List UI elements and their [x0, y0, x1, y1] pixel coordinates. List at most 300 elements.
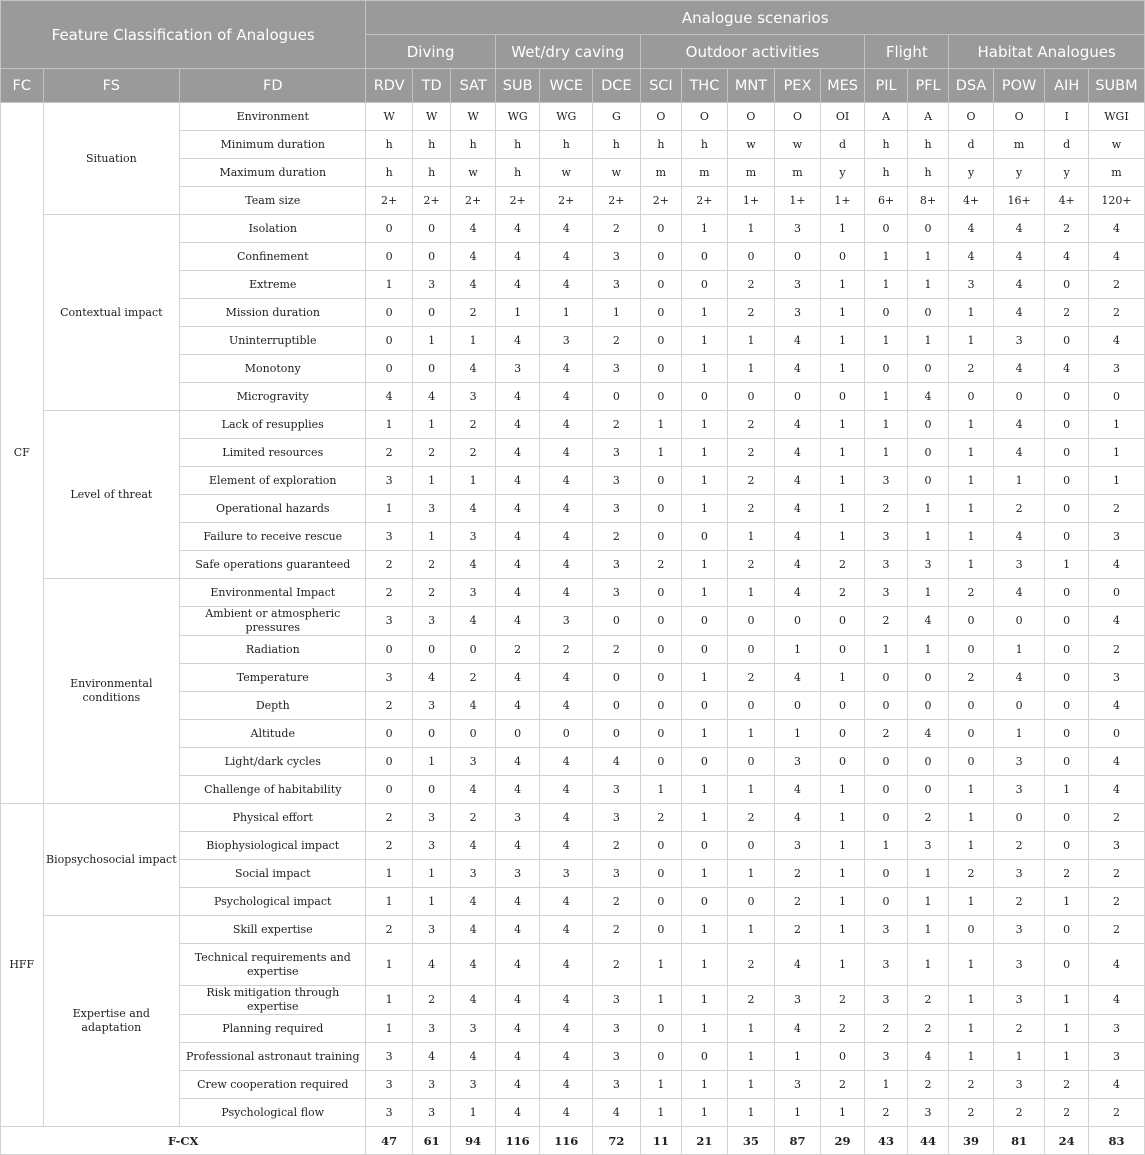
score-cell: 3 — [865, 986, 908, 1015]
score-cell: 3 — [593, 495, 641, 523]
score-cell: 4 — [540, 495, 593, 523]
score-cell: 2 — [1045, 299, 1089, 327]
score-cell: G — [593, 103, 641, 131]
score-cell: 2 — [907, 986, 948, 1015]
score-cell: 0 — [640, 579, 681, 607]
score-cell: 1 — [682, 986, 728, 1015]
total-value: 24 — [1045, 1127, 1089, 1155]
score-cell: 0 — [820, 636, 865, 664]
score-cell: 4 — [495, 607, 540, 636]
score-cell: 2 — [949, 1099, 994, 1127]
feature-category: CF — [1, 103, 44, 804]
score-cell: 4 — [993, 299, 1045, 327]
score-cell: 1 — [727, 1015, 775, 1043]
score-cell: 3 — [412, 804, 450, 832]
score-cell: 2 — [640, 804, 681, 832]
score-cell: 1 — [412, 327, 450, 355]
score-cell: 3 — [775, 832, 821, 860]
score-cell: 4 — [993, 271, 1045, 299]
score-cell: 1 — [640, 439, 681, 467]
feature-descriptor: Lack of resupplies — [180, 411, 366, 439]
score-cell: 0 — [640, 692, 681, 720]
score-cell: 4 — [451, 986, 496, 1015]
score-cell: 2 — [1045, 860, 1089, 888]
score-cell: 3 — [451, 383, 496, 411]
score-cell: 1 — [949, 804, 994, 832]
score-cell: 0 — [640, 832, 681, 860]
score-cell: 2 — [412, 439, 450, 467]
score-cell: 0 — [907, 467, 948, 495]
score-cell: 0 — [1045, 439, 1089, 467]
score-cell: 2+ — [540, 187, 593, 215]
score-cell: 2 — [593, 916, 641, 944]
total-value: 35 — [727, 1127, 775, 1155]
score-cell: 1 — [775, 1099, 821, 1127]
score-cell: 0 — [640, 495, 681, 523]
score-cell: 1 — [727, 916, 775, 944]
feature-subcategory: Situation — [43, 103, 180, 215]
score-cell: 1 — [412, 860, 450, 888]
score-cell: 1 — [727, 215, 775, 243]
score-cell: 4 — [775, 523, 821, 551]
feature-descriptor: Environment — [180, 103, 366, 131]
score-cell: 2 — [727, 944, 775, 986]
score-cell: 0 — [727, 607, 775, 636]
score-cell: 4 — [949, 215, 994, 243]
score-cell: 2 — [949, 860, 994, 888]
score-cell: 0 — [593, 692, 641, 720]
score-cell: A — [865, 103, 908, 131]
score-cell: 1 — [820, 832, 865, 860]
score-cell: 1 — [949, 944, 994, 986]
score-cell: 3 — [451, 860, 496, 888]
score-cell: 2 — [451, 411, 496, 439]
score-cell: m — [640, 159, 681, 187]
feature-descriptor: Uninterruptible — [180, 327, 366, 355]
score-cell: h — [366, 159, 413, 187]
score-cell: 2 — [993, 1015, 1045, 1043]
score-cell: 3 — [593, 579, 641, 607]
score-cell: 3 — [993, 860, 1045, 888]
score-cell: 4 — [412, 383, 450, 411]
score-cell: y — [1045, 159, 1089, 187]
scenario-code-header: PFL — [907, 69, 948, 103]
score-cell: 0 — [682, 888, 728, 916]
score-cell: 0 — [593, 607, 641, 636]
score-cell: 4 — [540, 355, 593, 383]
score-cell: 4 — [495, 1015, 540, 1043]
score-cell: 0 — [865, 776, 908, 804]
score-cell: 2 — [907, 804, 948, 832]
score-cell: 1 — [451, 1099, 496, 1127]
score-cell: 3 — [865, 944, 908, 986]
score-cell: 4 — [1088, 748, 1144, 776]
score-cell: 2 — [593, 888, 641, 916]
score-cell: 1 — [949, 523, 994, 551]
score-cell: 1 — [775, 720, 821, 748]
score-cell: y — [993, 159, 1045, 187]
score-cell: 2+ — [451, 187, 496, 215]
score-cell: w — [1088, 131, 1144, 159]
score-cell: 4 — [1088, 986, 1144, 1015]
score-cell: 1 — [727, 860, 775, 888]
score-cell: 0 — [1045, 411, 1089, 439]
score-cell: h — [451, 131, 496, 159]
score-cell: 0 — [366, 776, 413, 804]
score-cell: 2 — [775, 860, 821, 888]
score-cell: 4 — [907, 720, 948, 748]
score-cell: 4 — [993, 411, 1045, 439]
score-cell: 3 — [412, 692, 450, 720]
feature-descriptor: Light/dark cycles — [180, 748, 366, 776]
score-cell: 2 — [366, 551, 413, 579]
score-cell: 3 — [993, 944, 1045, 986]
feature-descriptor: Temperature — [180, 664, 366, 692]
score-cell: 4 — [495, 215, 540, 243]
total-value: 47 — [366, 1127, 413, 1155]
scenario-code-header: TD — [412, 69, 450, 103]
score-cell: 1 — [366, 860, 413, 888]
score-cell: 1 — [820, 327, 865, 355]
scenario-code-header: WCE — [540, 69, 593, 103]
total-value: 29 — [820, 1127, 865, 1155]
score-cell: 2 — [451, 439, 496, 467]
score-cell: 0 — [412, 355, 450, 383]
score-cell: 1 — [865, 327, 908, 355]
score-cell: 0 — [865, 888, 908, 916]
score-cell: 0 — [727, 748, 775, 776]
score-cell: 3 — [865, 551, 908, 579]
score-cell: 2 — [593, 523, 641, 551]
score-cell: 4 — [495, 692, 540, 720]
score-cell: 4 — [451, 215, 496, 243]
table-row — [1, 411, 1145, 439]
score-cell: d — [1045, 131, 1089, 159]
feature-category: HFF — [1, 804, 44, 1127]
score-cell: 0 — [682, 383, 728, 411]
feature-descriptor: Limited resources — [180, 439, 366, 467]
scenario-code-header: PIL — [865, 69, 908, 103]
score-cell: 0 — [1045, 495, 1089, 523]
score-cell: 2 — [1088, 916, 1144, 944]
score-cell: 1 — [820, 411, 865, 439]
feature-descriptor: Planning required — [180, 1015, 366, 1043]
score-cell: 0 — [727, 692, 775, 720]
score-cell: 1 — [412, 411, 450, 439]
score-cell: 2 — [366, 804, 413, 832]
scenario-code-header: SUB — [495, 69, 540, 103]
score-cell: 1 — [727, 327, 775, 355]
score-cell: 0 — [640, 467, 681, 495]
score-cell: 2 — [451, 299, 496, 327]
feature-subcategory: Level of threat — [43, 411, 180, 579]
feature-descriptor: Mission duration — [180, 299, 366, 327]
score-cell: 4 — [1088, 776, 1144, 804]
score-cell: 2 — [865, 1015, 908, 1043]
score-cell: 0 — [727, 383, 775, 411]
feature-descriptor: Confinement — [180, 243, 366, 271]
table-row — [1, 103, 1145, 131]
score-cell: 1 — [682, 467, 728, 495]
score-cell: 4 — [495, 888, 540, 916]
score-cell: 1 — [682, 916, 728, 944]
score-cell: h — [495, 131, 540, 159]
score-cell: h — [412, 159, 450, 187]
feature-descriptor: Physical effort — [180, 804, 366, 832]
score-cell: 4 — [495, 832, 540, 860]
score-cell: 2 — [412, 579, 450, 607]
score-cell: 4 — [775, 944, 821, 986]
scenario-group: Wet/dry caving — [495, 35, 640, 69]
score-cell: 2 — [727, 804, 775, 832]
score-cell: 4 — [775, 551, 821, 579]
score-cell: 0 — [907, 776, 948, 804]
score-cell: W — [412, 103, 450, 131]
score-cell: 1 — [820, 439, 865, 467]
score-cell: 3 — [993, 551, 1045, 579]
score-cell: 1 — [865, 411, 908, 439]
score-cell: 4 — [540, 439, 593, 467]
score-cell: 1 — [993, 636, 1045, 664]
score-cell: 0 — [907, 439, 948, 467]
score-cell: W — [366, 103, 413, 131]
score-cell: 2+ — [682, 187, 728, 215]
score-cell: O — [775, 103, 821, 131]
score-cell: 1 — [907, 916, 948, 944]
scenario-code-header: SAT — [451, 69, 496, 103]
scenario-group: Habitat Analogues — [949, 35, 1145, 69]
score-cell: 0 — [1088, 579, 1144, 607]
score-cell: 4 — [495, 579, 540, 607]
score-cell: 3 — [593, 1015, 641, 1043]
score-cell: 1 — [907, 495, 948, 523]
score-cell: 1 — [1045, 1015, 1089, 1043]
score-cell: 0 — [1045, 607, 1089, 636]
score-cell: 0 — [1088, 720, 1144, 748]
score-cell: 0 — [640, 299, 681, 327]
score-cell: 4 — [993, 439, 1045, 467]
score-cell: h — [495, 159, 540, 187]
feature-descriptor: Social impact — [180, 860, 366, 888]
score-cell: 2 — [727, 299, 775, 327]
feature-descriptor: Professional astronaut training — [180, 1043, 366, 1071]
total-value: 72 — [593, 1127, 641, 1155]
score-cell: 0 — [865, 692, 908, 720]
total-value: 39 — [949, 1127, 994, 1155]
score-cell: 1 — [1088, 439, 1144, 467]
feature-descriptor: Radiation — [180, 636, 366, 664]
score-cell: 3 — [993, 776, 1045, 804]
score-cell: 1 — [865, 271, 908, 299]
total-value: 94 — [451, 1127, 496, 1155]
score-cell: 0 — [727, 243, 775, 271]
score-cell: 2 — [820, 579, 865, 607]
score-cell: 3 — [1088, 1043, 1144, 1071]
score-cell: 4 — [540, 748, 593, 776]
score-cell: 1 — [682, 411, 728, 439]
score-cell: 3 — [775, 748, 821, 776]
score-cell: 4 — [495, 664, 540, 692]
score-cell: 0 — [865, 664, 908, 692]
total-value: 83 — [1088, 1127, 1144, 1155]
score-cell: 4 — [775, 579, 821, 607]
score-cell: 3 — [366, 1071, 413, 1099]
fs-header: FS — [43, 69, 180, 103]
score-cell: 0 — [640, 327, 681, 355]
score-cell: 3 — [775, 271, 821, 299]
score-cell: 3 — [593, 1071, 641, 1099]
score-cell: 3 — [412, 1071, 450, 1099]
score-cell: 4 — [495, 776, 540, 804]
scenario-group: Diving — [366, 35, 496, 69]
score-cell: 4 — [451, 692, 496, 720]
score-cell: 16+ — [993, 187, 1045, 215]
score-cell: 0 — [727, 636, 775, 664]
score-cell: 1 — [640, 776, 681, 804]
score-cell: 1 — [820, 467, 865, 495]
score-cell: 0 — [640, 720, 681, 748]
table-row — [1, 579, 1145, 607]
score-cell: 1 — [949, 888, 994, 916]
feature-descriptor: Crew cooperation required — [180, 1071, 366, 1099]
score-cell: 2 — [366, 832, 413, 860]
score-cell: 1 — [1045, 1043, 1089, 1071]
score-cell: 1 — [640, 1099, 681, 1127]
score-cell: h — [865, 131, 908, 159]
score-cell: 4 — [451, 551, 496, 579]
score-cell: 2 — [949, 355, 994, 383]
fc-header: FC — [1, 69, 44, 103]
score-cell: 3 — [593, 355, 641, 383]
score-cell: 3 — [907, 1099, 948, 1127]
score-cell: 1 — [820, 495, 865, 523]
score-cell: 1 — [727, 1043, 775, 1071]
score-cell: 2 — [865, 607, 908, 636]
score-cell: 2 — [366, 692, 413, 720]
score-cell: w — [727, 131, 775, 159]
score-cell: 1 — [1088, 467, 1144, 495]
feature-descriptor: Depth — [180, 692, 366, 720]
score-cell: 4 — [593, 1099, 641, 1127]
score-cell: 3 — [593, 1043, 641, 1071]
score-cell: 0 — [993, 804, 1045, 832]
score-cell: 2 — [907, 1015, 948, 1043]
score-cell: 2 — [820, 1015, 865, 1043]
score-cell: 4+ — [949, 187, 994, 215]
score-cell: 3 — [412, 1015, 450, 1043]
score-cell: 1 — [1045, 888, 1089, 916]
score-cell: 0 — [775, 243, 821, 271]
feature-descriptor: Skill expertise — [180, 916, 366, 944]
score-cell: 2 — [775, 888, 821, 916]
score-cell: 1 — [865, 1071, 908, 1099]
score-cell: 2 — [1045, 1099, 1089, 1127]
score-cell: 0 — [1088, 383, 1144, 411]
score-cell: 3 — [775, 215, 821, 243]
score-cell: WG — [540, 103, 593, 131]
score-cell: 1 — [495, 299, 540, 327]
score-cell: 0 — [540, 720, 593, 748]
score-cell: 4 — [540, 804, 593, 832]
score-cell: 0 — [949, 636, 994, 664]
score-cell: 0 — [412, 243, 450, 271]
score-cell: 4 — [1088, 551, 1144, 579]
score-cell: 0 — [907, 664, 948, 692]
score-cell: 2 — [949, 579, 994, 607]
score-cell: 2 — [949, 1071, 994, 1099]
score-cell: 4 — [451, 888, 496, 916]
score-cell: 4 — [495, 411, 540, 439]
score-cell: 3 — [993, 916, 1045, 944]
score-cell: 1 — [682, 327, 728, 355]
score-cell: 0 — [640, 1015, 681, 1043]
score-cell: 0 — [366, 355, 413, 383]
score-cell: 0 — [640, 860, 681, 888]
score-cell: 1 — [993, 720, 1045, 748]
score-cell: 4 — [451, 916, 496, 944]
score-cell: 1 — [682, 495, 728, 523]
score-cell: 2 — [727, 411, 775, 439]
score-cell: 4 — [451, 243, 496, 271]
feature-descriptor: Element of exploration — [180, 467, 366, 495]
score-cell: 3 — [451, 523, 496, 551]
score-cell: 1 — [412, 523, 450, 551]
table-row — [1, 916, 1145, 944]
scenario-group: Flight — [865, 35, 949, 69]
score-cell: 1 — [451, 327, 496, 355]
score-cell: 4 — [540, 215, 593, 243]
score-cell: 1 — [820, 860, 865, 888]
score-cell: 0 — [640, 215, 681, 243]
score-cell: 3 — [949, 271, 994, 299]
score-cell: 1 — [993, 467, 1045, 495]
score-cell: 0 — [1045, 579, 1089, 607]
score-cell: 1 — [640, 944, 681, 986]
score-cell: 4 — [775, 804, 821, 832]
score-cell: 2 — [451, 804, 496, 832]
score-cell: h — [682, 131, 728, 159]
score-cell: 0 — [366, 243, 413, 271]
score-cell: 1 — [820, 664, 865, 692]
score-cell: 0 — [865, 748, 908, 776]
score-cell: 3 — [366, 607, 413, 636]
score-cell: 0 — [1045, 720, 1089, 748]
score-cell: h — [907, 131, 948, 159]
score-cell: 4 — [495, 986, 540, 1015]
score-cell: 3 — [540, 860, 593, 888]
score-cell: 3 — [451, 748, 496, 776]
score-cell: 3 — [495, 804, 540, 832]
score-cell: 1 — [949, 1043, 994, 1071]
score-cell: 0 — [727, 888, 775, 916]
score-cell: 1 — [682, 664, 728, 692]
score-cell: 0 — [820, 607, 865, 636]
score-cell: 2 — [451, 664, 496, 692]
score-cell: 4 — [540, 776, 593, 804]
total-value: 87 — [775, 1127, 821, 1155]
score-cell: 4 — [412, 1043, 450, 1071]
score-cell: 1 — [640, 411, 681, 439]
score-cell: 0 — [865, 299, 908, 327]
score-cell: 1 — [820, 804, 865, 832]
score-cell: 0 — [412, 720, 450, 748]
total-value: 44 — [907, 1127, 948, 1155]
score-cell: 3 — [412, 916, 450, 944]
feature-descriptor: Operational hazards — [180, 495, 366, 523]
score-cell: 0 — [1045, 636, 1089, 664]
score-cell: 3 — [993, 327, 1045, 355]
scenario-code-header: AIH — [1045, 69, 1089, 103]
